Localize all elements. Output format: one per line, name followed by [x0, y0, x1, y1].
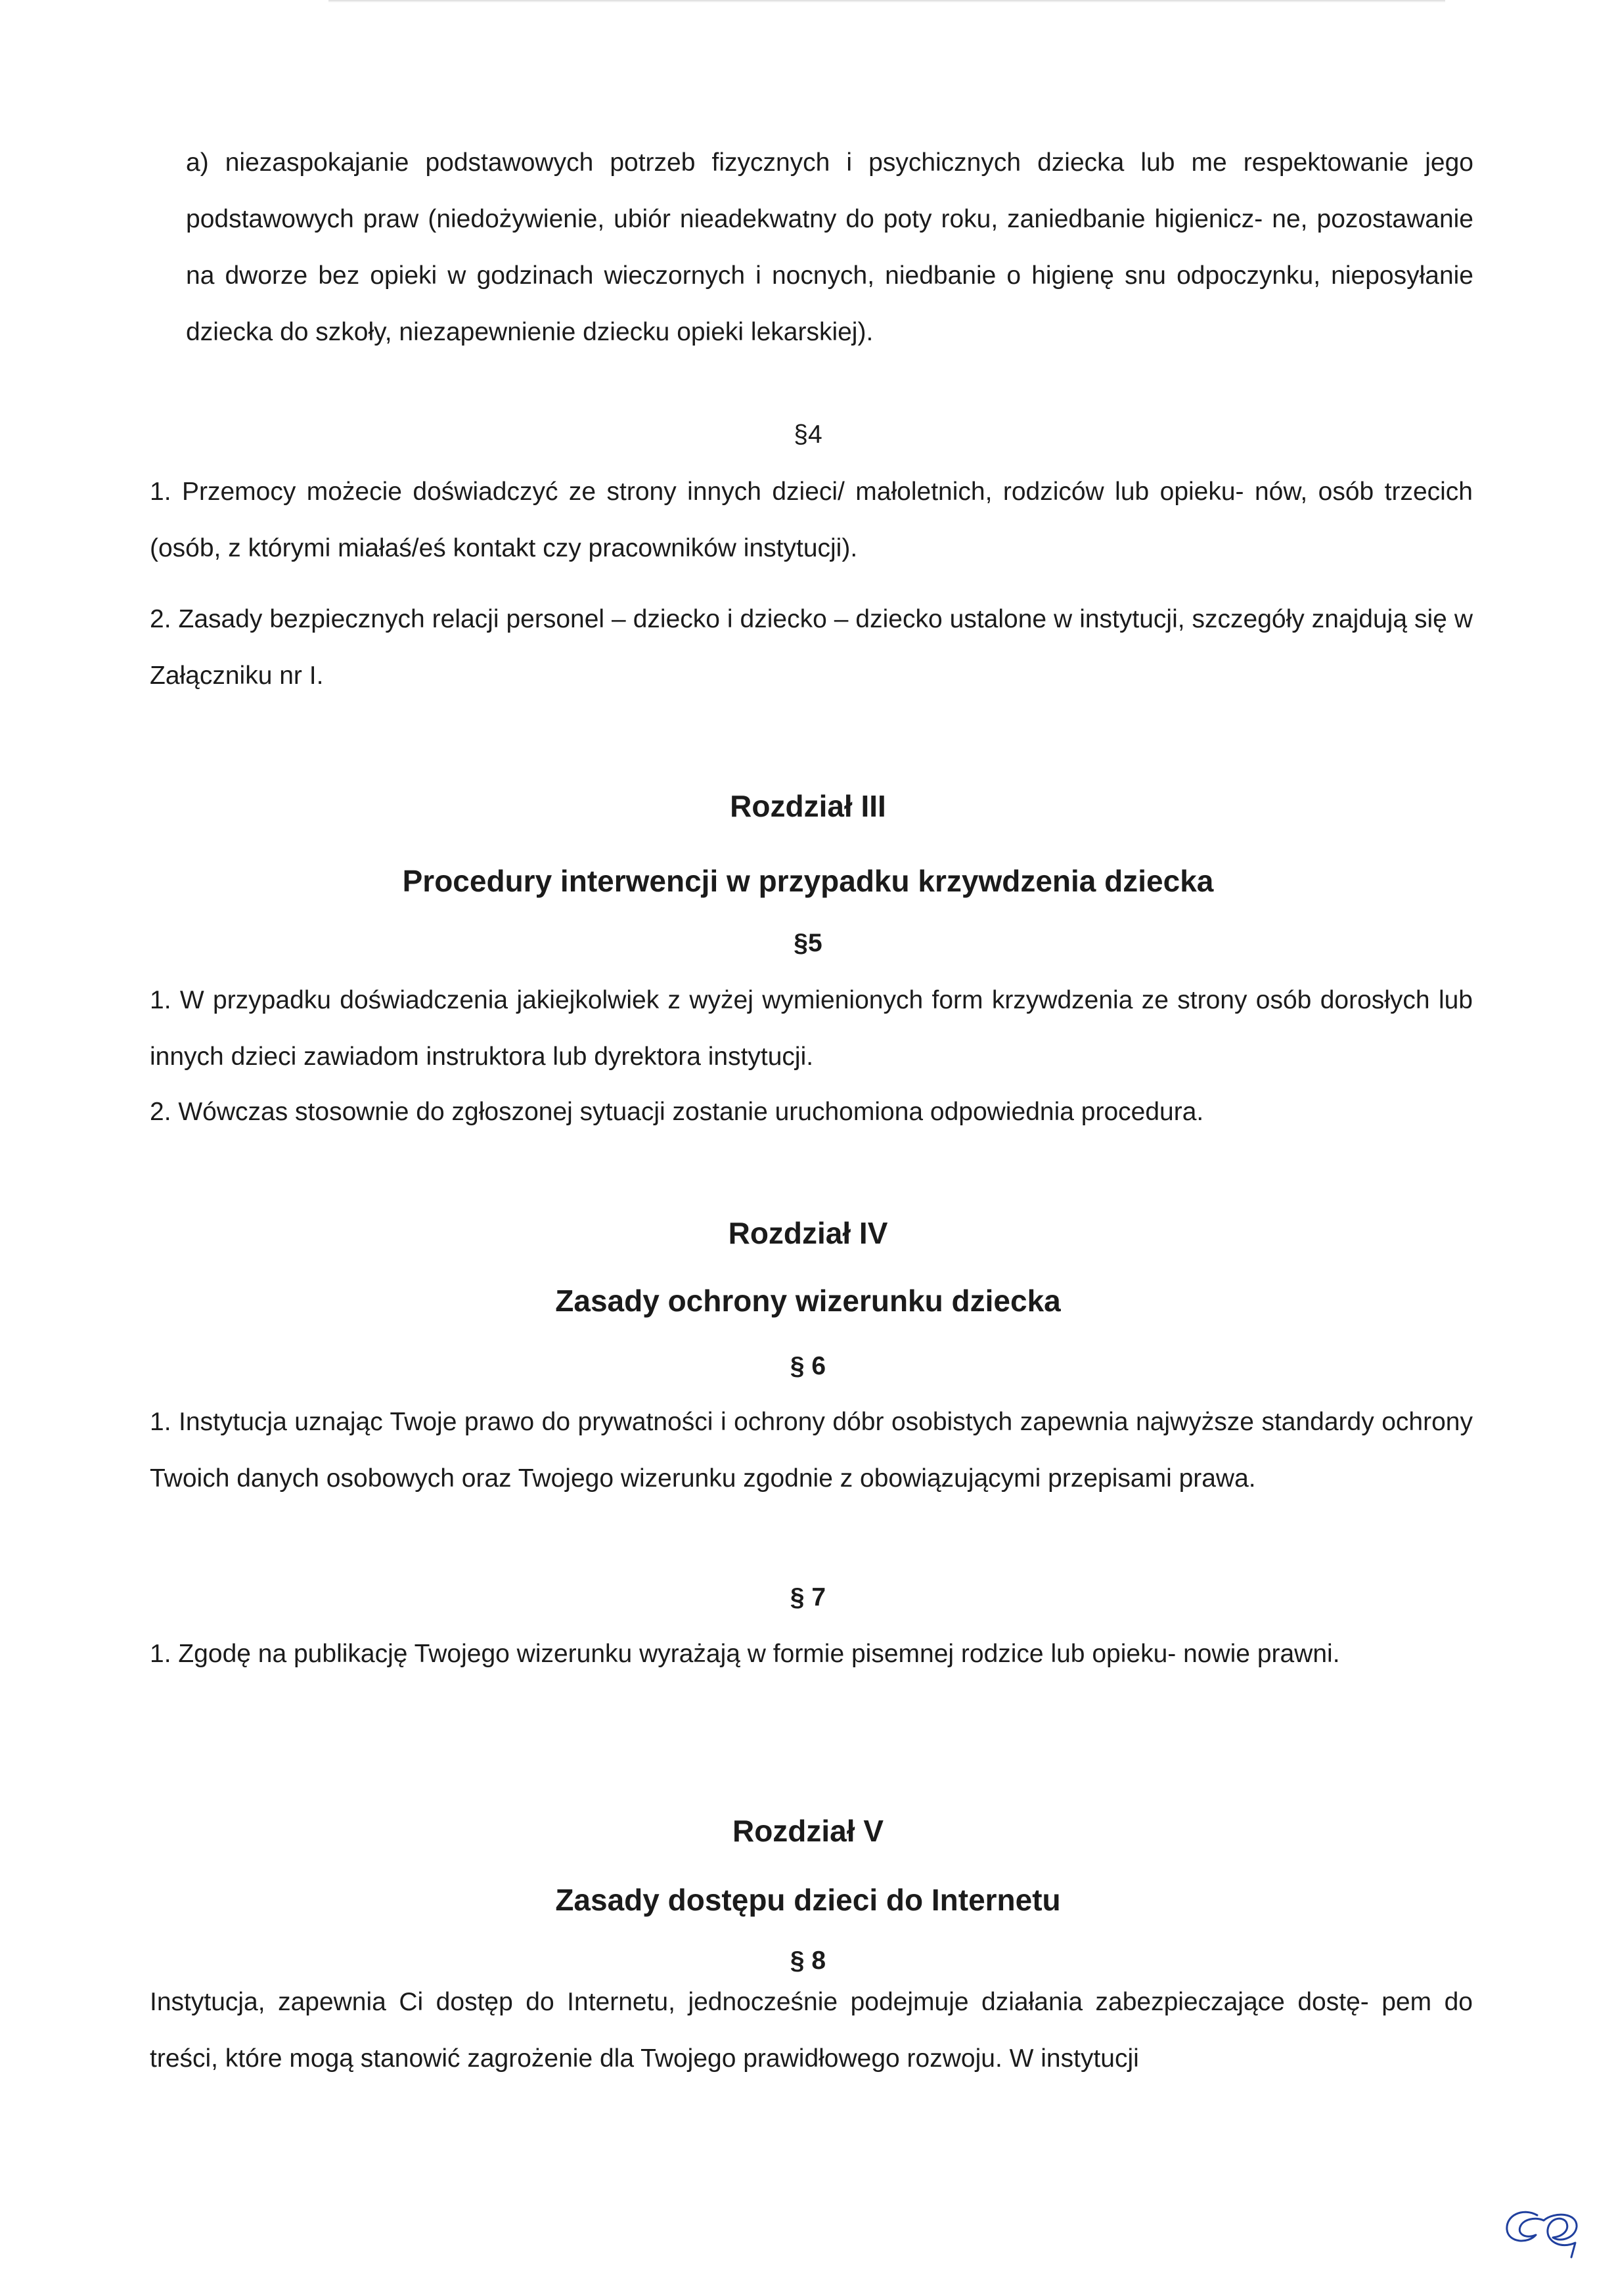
chapter-3-title: Procedury interwencji w przypadku krzywdzenia dziecka: [402, 864, 1214, 898]
scan-top-edge: [328, 0, 1445, 3]
section-mark-7: § 7: [790, 1583, 826, 1611]
s5-point-2: 2. Wówczas stosownie do zgłoszonej sytuacji zostanie uruchomiona odpowiednia procedura.: [150, 1098, 1204, 1126]
chapter-5-title: Zasady dostępu dzieci do Internetu: [555, 1883, 1061, 1917]
section-mark-8: § 8: [790, 1947, 826, 1975]
initials-signature-icon: [1498, 2201, 1590, 2260]
s4-point-2: 2. Zasady bezpiecznych relacji personel – dziecko i dziecko – dziecko ustalone w instytucji, szczegóły znajdują się w Załączniku nr I.: [150, 605, 1473, 690]
chapter-5-label: Rozdział V: [732, 1814, 884, 1848]
s8-point-1: Instytucja, zapewnia Ci dostęp do Internetu, jednocześnie podejmuje działania zabezpieczające dostę- pem do treści, które mogą stanowić zagrożenie dla Twojego prawidłowego rozwoju. W instytucji: [150, 1988, 1473, 2073]
chapter-4-label: Rozdział IV: [728, 1216, 888, 1250]
s7-point-1: 1. Zgodę na publikację Twojego wizerunku wyrażają w formie pisemnej rodzice lub opieku- nowie prawni.: [150, 1640, 1340, 1668]
s5-point-1: 1. W przypadku doświadczenia jakiejkolwiek z wyżej wymienionych form krzywdzenia ze strony osób dorosłych lub innych dzieci zawiadom instruktora lub dyrektora instytucji.: [150, 986, 1473, 1071]
section-mark-6: § 6: [790, 1352, 826, 1380]
s4-point-1: 1. Przemocy możecie doświadczyć ze strony innych dzieci/ małoletnich, rodziców lub opieku- nów, osób trzecich (osób, z którymi miałaś/eś kontakt czy pracowników instytucji).: [150, 478, 1473, 562]
chapter-3-label: Rozdział III: [730, 789, 886, 823]
section-mark-4: §4: [794, 420, 822, 449]
section-mark-5: §5: [794, 929, 822, 957]
chapter-4-title: Zasady ochrony wizerunku dziecka: [555, 1284, 1061, 1318]
s6-point-1: 1. Instytucja uznając Twoje prawo do prywatności i ochrony dóbr osobistych zapewnia najwyższe standardy ochrony Twoich danych osobowych oraz Twojego wizerunku zgodnie z obowiązującymi przepisami prawa.: [150, 1408, 1473, 1493]
intro-item-a: a) niezaspokajanie podstawowych potrzeb fizycznych i psychicznych dziecka lub me respektowanie jego podstawowych praw (niedożywienie, ubiór nieadekwatny do poty roku, zaniedbanie higienicz- ne, pozostawanie na dworze bez opieki w godzinach wieczornych i nocnych, niedbanie o higienę snu odpoczynku, nieposyłanie dziecka do szkoły, niezapewnienie dziecku opieki lekarskiej).: [186, 148, 1473, 346]
